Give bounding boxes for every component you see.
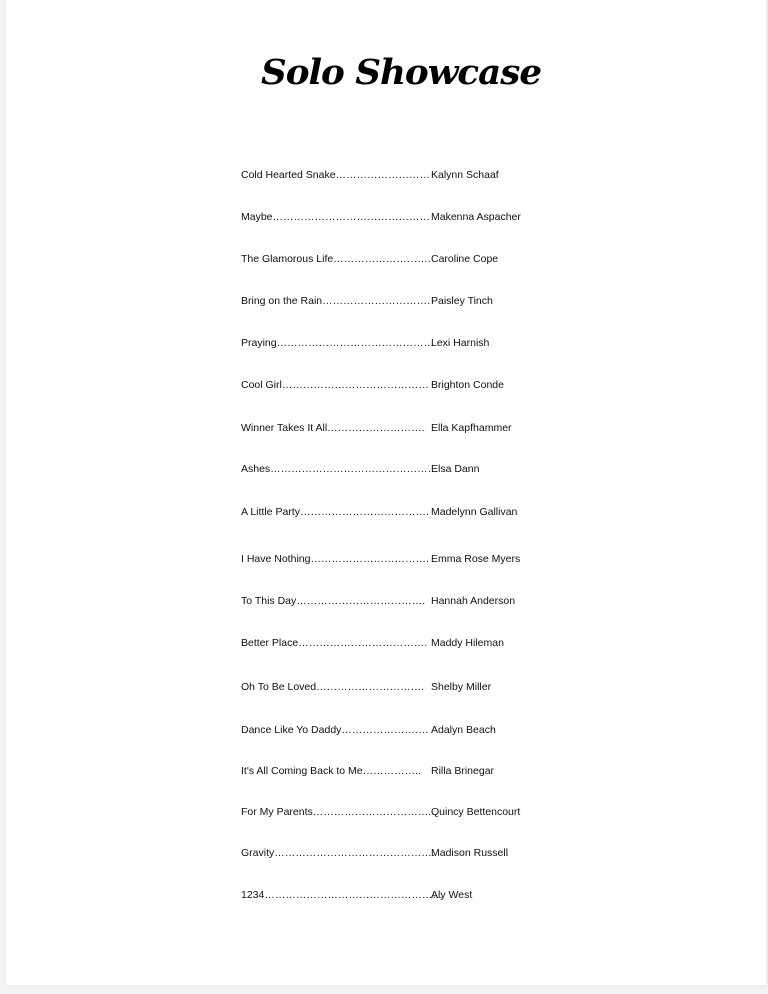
performer-name: Caroline Cope <box>431 253 499 265</box>
song-title: Dance Like Yo Daddy……………………. <box>241 724 429 736</box>
list-item <box>241 550 661 568</box>
song-title: Better Place………………………………. <box>241 637 428 649</box>
list-item <box>241 292 661 310</box>
song-title: To This Day………………………………. <box>241 595 426 607</box>
list-item <box>241 376 661 394</box>
performer-name: Lexi Harnish <box>431 337 490 349</box>
performer-name: Brighton Conde <box>431 379 504 391</box>
song-title: Ashes………………………………………… <box>241 463 439 475</box>
list-item <box>241 460 661 478</box>
performer-name: Paisley Tinch <box>431 295 493 307</box>
list-item <box>241 678 661 696</box>
document-page <box>6 0 766 985</box>
song-title: For My Parents……………………………. <box>241 806 432 818</box>
list-item <box>241 592 661 610</box>
performer-name: Shelby Miller <box>431 681 492 693</box>
song-title: The Glamorous Life………………………. <box>241 253 431 265</box>
list-item <box>241 762 661 780</box>
song-title: Cool Girl…………………………………… <box>241 379 429 391</box>
performer-name: Hannah Anderson <box>431 595 516 607</box>
list-item <box>241 250 661 268</box>
list-item <box>241 503 661 521</box>
song-title: Cold Hearted Snake……………………… <box>241 169 431 181</box>
performer-name: Makenna Aspacher <box>431 211 521 223</box>
song-title: Winner Takes It All………………………. <box>241 422 425 434</box>
list-item <box>241 208 661 226</box>
song-title: A Little Party………………………………. <box>241 506 429 518</box>
list-item <box>241 844 661 862</box>
list-item <box>241 419 661 437</box>
performer-name: Elsa Dann <box>431 463 480 475</box>
list-item <box>241 803 661 821</box>
song-title: Oh To Be Loved…………………………. <box>241 681 425 693</box>
list-item <box>241 334 661 352</box>
song-title: I Have Nothing……………………………. <box>241 553 429 565</box>
performer-name: Madelynn Gallivan <box>431 506 518 518</box>
performer-name: Aly West <box>431 889 473 901</box>
song-title: Gravity………………………………………. <box>241 847 435 859</box>
performer-name: Quincy Bettencourt <box>431 806 521 818</box>
song-title: 1234…………………………………………… <box>241 889 443 901</box>
performer-name: Kalynn Schaaf <box>431 169 499 181</box>
song-title: It's All Coming Back to Me…………….. <box>241 765 421 777</box>
list-item <box>241 886 661 904</box>
performer-name: Rilla Brinegar <box>431 765 495 777</box>
performer-name: Adalyn Beach <box>431 724 496 736</box>
list-item <box>241 721 661 739</box>
list-item <box>241 166 661 184</box>
song-title: Praying……………………………………… <box>241 337 435 349</box>
performer-name: Maddy Hileman <box>431 637 504 649</box>
page-title: Solo Showcase <box>260 52 542 93</box>
song-title: Maybe……………………………………… <box>241 211 431 223</box>
performer-name: Emma Rose Myers <box>431 553 521 565</box>
performer-name: Madison Russell <box>431 847 509 859</box>
performer-name: Ella Kapfhammer <box>431 422 512 434</box>
song-title: Bring on the Rain…………………………. <box>241 295 431 307</box>
list-item <box>241 634 661 652</box>
